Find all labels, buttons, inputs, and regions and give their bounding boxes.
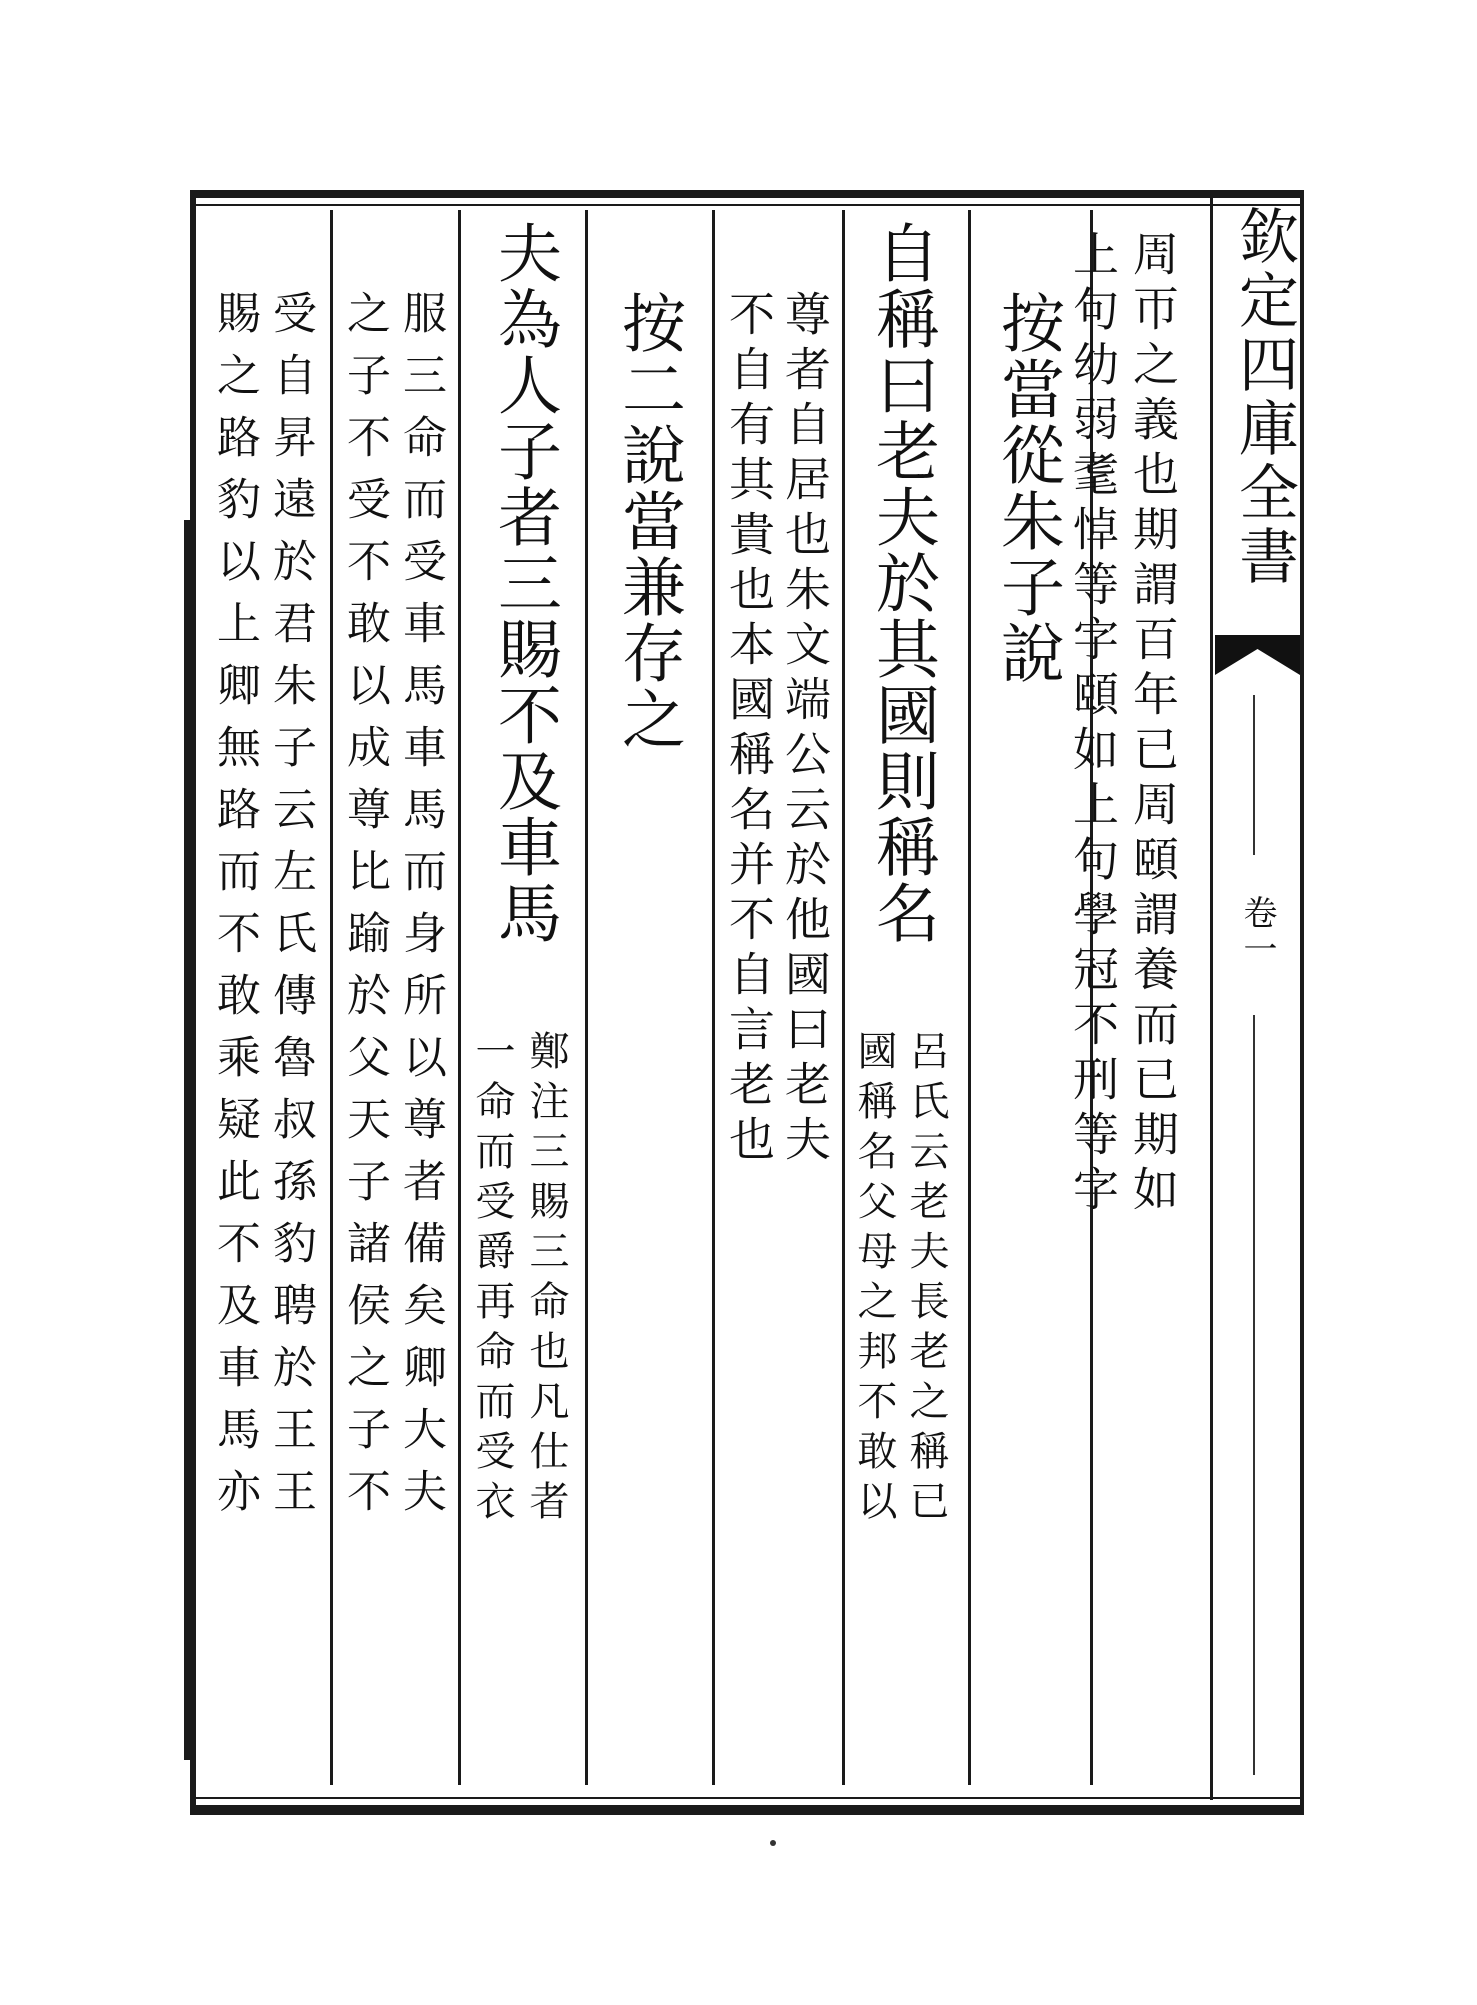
- text-column-8: [336, 210, 456, 1790]
- column-text: 上句幼弱耄悼等字頤如上句學冠不刑等字: [1066, 230, 1120, 1220]
- commentary-note: 一命而受爵再命而受衣: [469, 1030, 515, 1530]
- column-text: 賜之路豹以上卿無路而不敢乘疑此不及車馬亦: [209, 290, 260, 1530]
- heading-text: 按當從朱子說: [990, 290, 1064, 686]
- heading-text: 夫為人子者三賜不及車馬: [487, 220, 561, 946]
- commentary-note: 鄭注三賜三命也凡仕者: [523, 1030, 569, 1530]
- top-border-inner: [190, 204, 1300, 206]
- text-column-7: [464, 210, 582, 1790]
- column-text: 尊者自居也朱文端公云於他國曰老夫: [778, 290, 832, 1170]
- bottom-border: [195, 1805, 1300, 1815]
- heading-text: 自稱曰老夫於其國則稱名: [865, 220, 939, 946]
- column-text: 受自昇遠於君朱子云左氏傳魯叔孫豹聘於王王: [265, 290, 316, 1530]
- page-margin-column: [1215, 195, 1299, 1795]
- commentary-note: 國稱名父母之邦不敢以: [851, 1030, 897, 1530]
- column-divider: [712, 210, 715, 1785]
- margin-rule: [1253, 1015, 1255, 1775]
- column-divider: [968, 210, 971, 1785]
- column-text: 不自有其貴也本國稱名并不自言老也: [722, 290, 776, 1170]
- bottom-border-inner: [195, 1797, 1300, 1799]
- margin-rule: [1253, 695, 1255, 855]
- volume-label: 卷一: [1237, 895, 1277, 967]
- ink-speck: [770, 1840, 776, 1846]
- column-text: 服三命而受車馬車馬而身所以尊者備矣卿大夫: [395, 290, 446, 1530]
- column-text: 周帀之義也期謂百年已周頤謂養而已期如: [1126, 230, 1180, 1220]
- column-divider: [330, 210, 333, 1785]
- text-column-3: [975, 210, 1085, 1790]
- top-border: [190, 190, 1300, 198]
- heading-text: 按二說當兼存之: [611, 290, 685, 752]
- commentary-note: 呂氏云老夫長老之稱已: [903, 1030, 949, 1530]
- text-column-5: [718, 210, 840, 1790]
- text-column-9: [202, 210, 328, 1790]
- column-text: 之子不受不敢以成尊比踰於父天子諸侯之子不: [339, 290, 390, 1530]
- book-title: 欽定四庫全書: [1229, 205, 1299, 589]
- text-column-6: [592, 210, 710, 1790]
- fishtail-mark: [1215, 635, 1300, 675]
- column-divider: [458, 210, 461, 1785]
- left-border-heavy: [184, 520, 192, 1760]
- column-divider: [1210, 195, 1213, 1800]
- text-column-4: [848, 210, 966, 1790]
- column-divider: [585, 210, 588, 1785]
- column-divider: [842, 210, 845, 1785]
- text-column-2: [1066, 210, 1205, 1790]
